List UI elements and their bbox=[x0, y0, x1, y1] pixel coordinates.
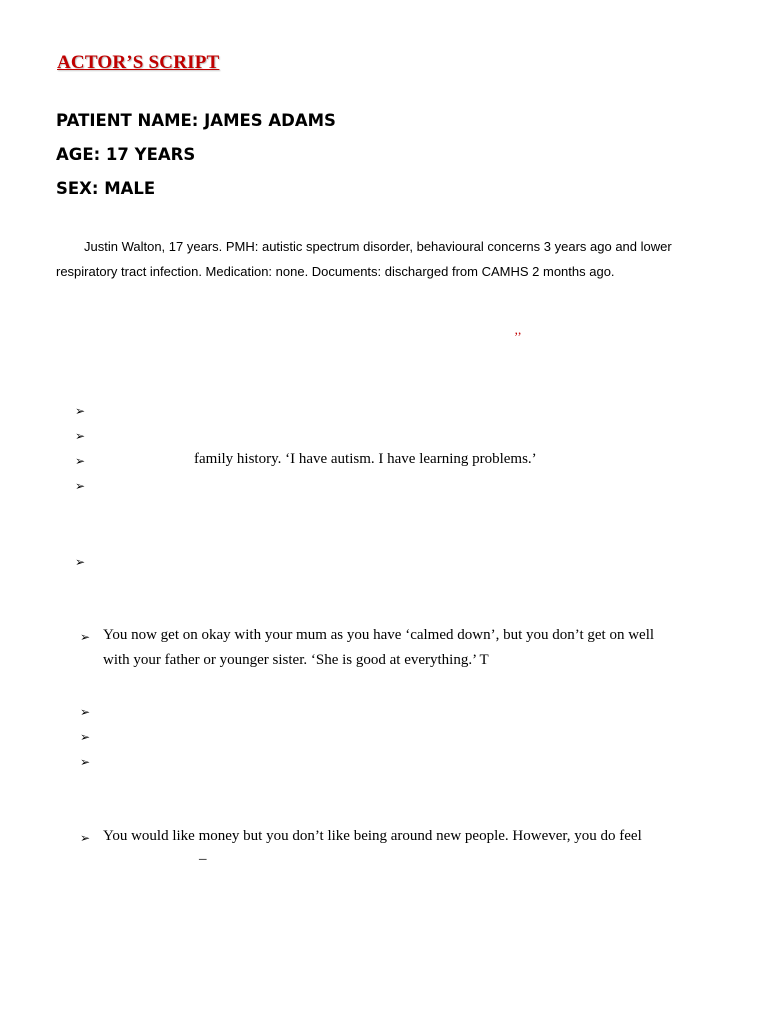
bullet-text-money: You would like money but you don’t like being around new people. However, you do feel bbox=[103, 828, 642, 844]
bullet-text-mum-continued: with your father or younger sister. ‘She is good at everything.’ T bbox=[103, 652, 489, 668]
bullet-arrow-icon: ➢ bbox=[75, 454, 86, 468]
bullet-text-mum: You now get on okay with your mum as you have ‘calmed down’, but you don’t get on well bbox=[103, 627, 655, 643]
summary-line: Justin Walton, 17 years. PMH: autistic spectrum disorder, behavioural concerns 3 years ago and lower bbox=[84, 239, 672, 254]
patient-name: PATIENT NAME: JAMES ADAMS bbox=[56, 111, 336, 130]
bullet-arrow-icon: ➢ bbox=[80, 831, 91, 845]
bullet-arrow-icon: ➢ bbox=[80, 730, 91, 744]
page-title: ACTOR’S SCRIPT bbox=[57, 52, 220, 73]
summary-line: respiratory tract infection. Medication: none. Documents: discharged from CAMHS 2 months ago. bbox=[56, 264, 615, 279]
bullet-text-family-history: family history. ‘I have autism. I have learning problems.’ bbox=[194, 451, 537, 467]
stray-quote-mark: ’’ bbox=[514, 329, 522, 344]
bullet-arrow-icon: ➢ bbox=[80, 630, 91, 644]
bullet-arrow-icon: ➢ bbox=[75, 479, 86, 493]
bullet-arrow-icon: ➢ bbox=[75, 404, 86, 418]
bullet-arrow-icon: ➢ bbox=[75, 555, 86, 569]
trailing-dash: – bbox=[199, 851, 207, 867]
bullet-arrow-icon: ➢ bbox=[80, 705, 91, 719]
summary-paragraph bbox=[56, 234, 696, 284]
patient-sex: SEX: MALE bbox=[56, 179, 156, 198]
bullet-arrow-icon: ➢ bbox=[80, 755, 91, 769]
patient-age: AGE: 17 YEARS bbox=[56, 145, 196, 164]
bullet-arrow-icon: ➢ bbox=[75, 429, 86, 443]
